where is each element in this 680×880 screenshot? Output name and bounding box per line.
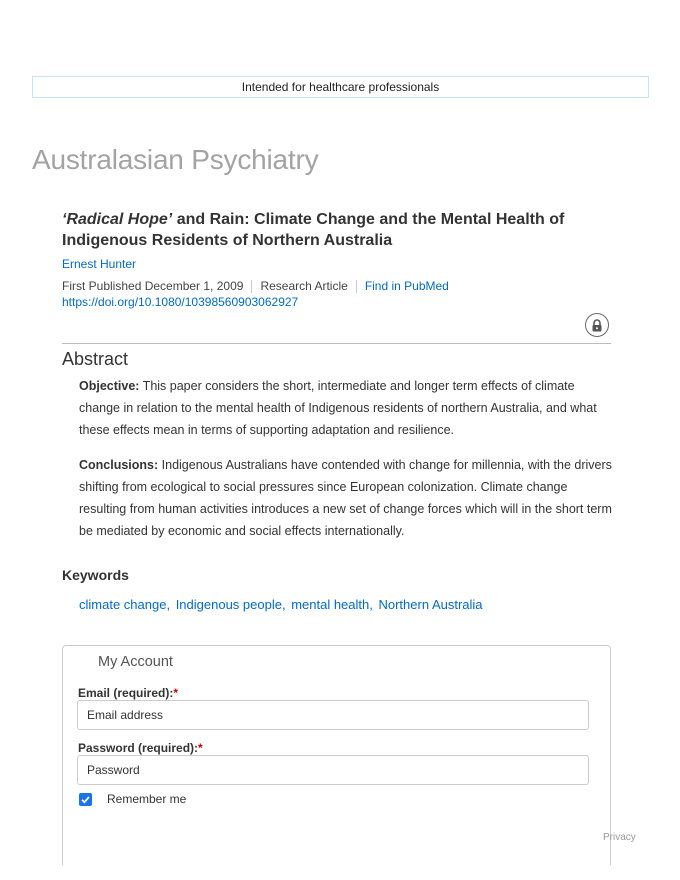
keyword-link[interactable]: mental health, — [291, 597, 373, 612]
professionals-banner: Intended for healthcare professionals — [32, 76, 649, 98]
password-field[interactable] — [77, 755, 589, 785]
abstract-conclusions — [79, 454, 615, 542]
article-title-rest: and Rain: Climate Change and the Mental Health of Indigenous Residents of Northern Australia — [62, 211, 565, 249]
section-divider — [62, 343, 611, 344]
required-asterisk: * — [198, 741, 203, 755]
objective-label: Objective: — [79, 379, 140, 393]
article-title — [62, 209, 582, 251]
keyword-link[interactable]: Indigenous people, — [175, 597, 286, 612]
keywords-list — [79, 597, 485, 612]
password-label — [78, 741, 203, 755]
required-asterisk: * — [173, 686, 179, 700]
objective-text: This paper considers the short, intermediate and longer term effects of climate change in relation to the mental health of Indigenous residents of northern Australia, and what these effects mean in terms of supporting adaptation and resilience. — [79, 379, 597, 437]
conclusions-text: Indigenous Australians have contended with change for millennia, with the drivers shifting from ecological to social pressures since European colonization. Climate change resulting from human activities introduces a new set of change forces which will in the short term be mediated by economic and social effects internationally. — [79, 458, 612, 538]
article-type: Research Article — [260, 279, 348, 293]
email-label-text: Email (required): — [78, 686, 174, 700]
remember-me[interactable] — [79, 792, 186, 806]
remember-me-label: Remember me — [107, 792, 187, 806]
published-date: First Published December 1, 2009 — [62, 279, 244, 293]
abstract-objective — [79, 375, 615, 441]
privacy-link[interactable]: Privacy — [603, 832, 636, 843]
keyword-link[interactable]: Northern Australia — [378, 597, 483, 612]
abstract-heading: Abstract — [62, 349, 129, 369]
keywords-heading: Keywords — [62, 567, 129, 583]
password-label-text: Password (required): — [78, 741, 199, 755]
remember-me-checkbox[interactable] — [79, 793, 92, 806]
email-label — [78, 686, 178, 700]
meta-divider — [251, 280, 252, 293]
lock-icon — [585, 313, 609, 337]
author-link[interactable]: Ernest Hunter — [62, 257, 137, 271]
meta-divider — [356, 280, 357, 293]
email-field[interactable] — [77, 700, 589, 730]
pubmed-link[interactable]: Find in PubMed — [364, 279, 449, 293]
journal-title[interactable]: Australasian Psychiatry — [32, 144, 319, 175]
article-title-lead: ‘Radical Hope’ — [62, 211, 173, 228]
my-account-title: My Account — [98, 654, 173, 670]
doi-link[interactable]: https://doi.org/10.1080/10398560903062927 — [62, 295, 299, 309]
keyword-link[interactable]: climate change, — [79, 597, 171, 612]
article-meta — [62, 279, 449, 293]
conclusions-label: Conclusions: — [79, 458, 159, 472]
checkmark-icon — [80, 794, 91, 805]
